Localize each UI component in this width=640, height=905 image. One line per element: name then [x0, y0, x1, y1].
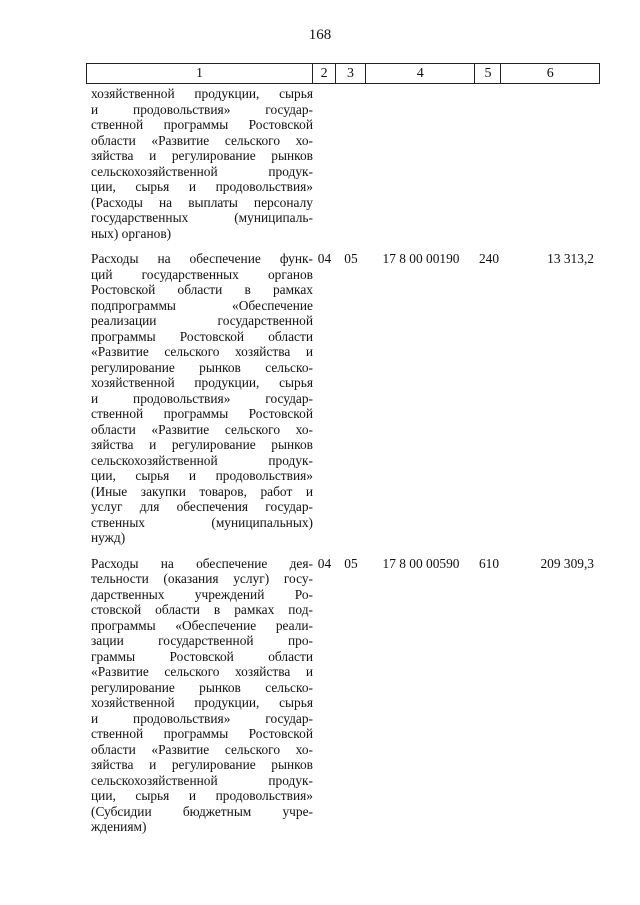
description-line: области «Развитие сельского хо- [91, 421, 313, 437]
description-line: «Развитие сельского хозяйства и [91, 664, 313, 679]
description-line: области «Развитие сельского хо- [91, 741, 313, 757]
description-line: программы Ростовской области [91, 328, 313, 344]
description-line: сельскохозяйственной продук- [91, 452, 313, 468]
description-line: граммы Ростовской области [91, 648, 313, 664]
description-line: реализации государственной [91, 313, 313, 328]
expense-type-code: 240 [478, 251, 500, 266]
row-description [86, 556, 313, 835]
description-line: зяйства и регулирование рынков [91, 757, 313, 772]
description-line: и продовольствия» государ- [91, 390, 313, 406]
target-article-code [366, 86, 476, 241]
description-line: ственных (муниципальных) [91, 514, 313, 530]
budget-table [86, 63, 600, 835]
description-line: ции, сырья и продовольствия» [91, 788, 313, 803]
description-line: области «Развитие сельского хо- [91, 132, 313, 148]
column-header-1: 1 [87, 64, 313, 83]
section-code: 04 [317, 555, 332, 571]
description-line: сельскохозяйственной продук- [91, 163, 313, 179]
description-line: хозяйственной продукции, сырья [91, 86, 313, 101]
description-line: (Иные закупки товаров, работ и [91, 483, 313, 499]
description-line: «Развитие сельского хозяйства и [91, 344, 313, 359]
target-article-code: 17 8 00 00190 [382, 251, 460, 266]
description-line: государственных (муниципаль- [91, 210, 313, 225]
table-body [86, 86, 600, 835]
amount: 13 313,2 [547, 251, 594, 266]
description-line: зяйства и регулирование рынков [91, 437, 313, 452]
column-header-2: 2 [313, 64, 336, 83]
description-line: программы «Обеспечение реали- [91, 617, 313, 633]
description-line: зяйства и регулирование рынков [91, 148, 313, 163]
description-line: подпрограммы «Обеспечение [91, 297, 313, 313]
description-line: ции, сырья и продовольствия» [91, 179, 313, 194]
description-line: Расходы на обеспечение дея- [91, 555, 313, 571]
table-row [86, 556, 600, 835]
description-line: дарственных учреждений Ро- [91, 586, 313, 602]
description-line: и продовольствия» государ- [91, 101, 313, 117]
table-row [86, 251, 600, 546]
row-description [86, 86, 313, 241]
description-line: ственной программы Ростовской [91, 406, 313, 421]
description-line: и продовольствия» государ- [91, 710, 313, 726]
description-line: услуг для обеспечения государ- [91, 499, 313, 514]
table-header-row [86, 63, 600, 84]
description-line: (Расходы на выплаты персоналу [91, 194, 313, 210]
column-header-6: 6 [546, 66, 554, 81]
description-line: хозяйственной продукции, сырья [91, 695, 313, 710]
page-number: 168 [308, 27, 332, 43]
column-header-3: 3 [336, 64, 366, 83]
subsection-code: 05 [344, 251, 358, 266]
target-article-code: 17 8 00 00590 [382, 555, 460, 571]
description-line: ждениям) [91, 819, 147, 834]
description-line: ственной программы Ростовской [91, 117, 313, 132]
table-row [86, 86, 600, 241]
description-line: стовской области в рамках под- [91, 602, 313, 617]
subsection-code [336, 86, 366, 241]
description-line: тельности (оказания услуг) госу- [91, 571, 313, 586]
description-line: хозяйственной продукции, сырья [91, 375, 313, 390]
description-line: ции, сырья и продовольствия» [91, 468, 313, 483]
description-line: ственной программы Ростовской [91, 726, 313, 741]
column-header-4: 4 [366, 64, 476, 83]
subsection-code: 05 [344, 555, 358, 571]
description-line: регулирование рынков сельско- [91, 359, 313, 375]
description-line: зации государственной про- [91, 633, 313, 648]
description-line: регулирование рынков сельско- [91, 679, 313, 695]
description-line: нужд) [91, 530, 126, 545]
description-line: сельскохозяйственной продук- [91, 772, 313, 788]
description-line: (Субсидии бюджетным учре- [91, 803, 313, 819]
expense-type-code [476, 86, 502, 241]
description-line: ций государственных органов [91, 266, 313, 282]
row-description [86, 251, 313, 546]
amount: 209 309,3 [540, 555, 594, 571]
column-header-5: 5 [475, 64, 501, 83]
amount [502, 86, 600, 241]
description-line: Расходы на обеспечение функ- [91, 251, 313, 266]
section-code: 04 [317, 251, 332, 266]
expense-type-code: 610 [478, 555, 500, 571]
section-code [313, 86, 336, 241]
description-line: ных) органов) [91, 225, 172, 241]
description-line: Ростовской области в рамках [91, 282, 313, 297]
